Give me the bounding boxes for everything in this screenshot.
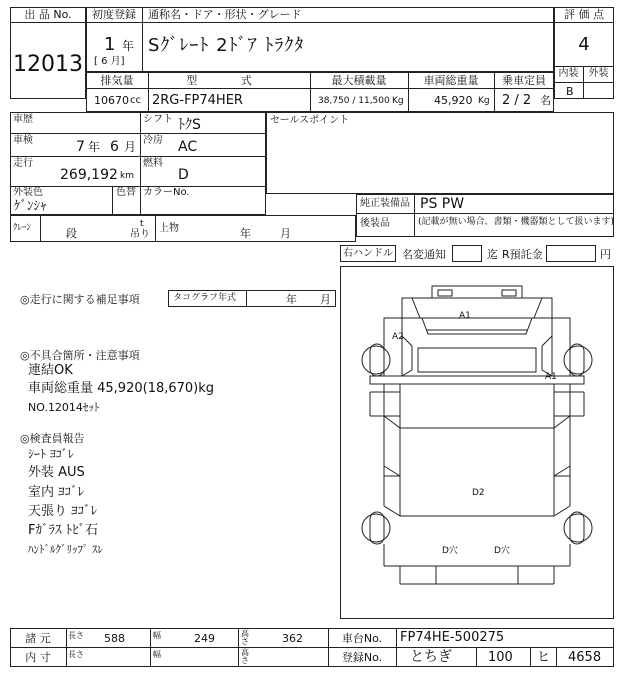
max-load-unit: Kg — [392, 96, 404, 106]
width-label: 幅 — [153, 631, 161, 640]
damage-mark-d2: D2 — [472, 488, 485, 498]
lot-number: 12013 — [13, 52, 83, 77]
gross-weight-value: 45,920 — [434, 94, 473, 107]
deposit-label: 迄 — [487, 248, 498, 261]
dims-label: 諸 元 — [25, 632, 51, 645]
name-change-box — [452, 245, 482, 262]
height-label: 高さ — [241, 629, 249, 646]
inner-dims-label: 内 寸 — [25, 651, 51, 664]
mileage-label: 走行 — [13, 158, 33, 169]
mileage-unit: km — [120, 171, 134, 181]
gross-weight-unit: Kg — [478, 96, 490, 106]
length-value: 588 — [104, 632, 125, 645]
crane-box — [10, 215, 356, 242]
crane-hook-label: 吊り — [130, 229, 150, 240]
lot-label: 出 品 No. — [24, 8, 72, 21]
capacity-unit: 名 — [540, 94, 551, 107]
recycle-label: R預託金 — [502, 248, 543, 261]
inspection-month: 6 — [110, 139, 119, 155]
crane-month-unit: 月 — [280, 227, 291, 240]
crane-year-unit: 年 — [240, 227, 251, 240]
interior-grade: B — [566, 85, 574, 98]
color-code-label: カラーNo. — [143, 187, 190, 198]
rhd-label: 右ハンドル — [343, 248, 393, 259]
first-reg-month: [ 6 月] — [94, 56, 125, 67]
fuel-label: 燃料 — [143, 158, 163, 169]
truck-diagram — [340, 266, 614, 619]
inspector-line-2: 外装 AUS — [28, 465, 85, 480]
damage-mark-a1-right: A1 — [545, 372, 557, 382]
score-label: 評 価 点 — [564, 8, 604, 21]
reg-number: 4658 — [568, 650, 602, 665]
ac-label: 冷房 — [143, 135, 163, 146]
interior-label: 内装 — [558, 68, 579, 79]
color-value: ｹﾞﾝｼｬ — [14, 199, 47, 214]
color-label: 外装色 — [13, 187, 43, 198]
equipment-value: PS PW — [420, 196, 465, 212]
name-change-label: 名変通知 — [402, 248, 446, 261]
inspector-line-5: Fｶﾞﾗｽ ﾄﾋﾞ石 — [28, 523, 99, 538]
recycle-box — [546, 245, 596, 262]
details-left-box — [10, 112, 266, 215]
tachograph-year-unit: 年 — [286, 293, 297, 306]
fuel-value: D — [178, 167, 189, 183]
gross-weight-label: 車両総重量 — [423, 74, 479, 87]
aftermarket-note: (記載が無い場合、書類・機器類として扱います) — [418, 217, 615, 227]
equipment-label: 純正装備品 — [360, 198, 410, 209]
defects-title: ◎不具合箇所・注意事項 — [20, 349, 140, 362]
reg-class: 100 — [488, 650, 513, 665]
length-label: 長さ — [68, 631, 84, 640]
tachograph-month-unit: 月 — [320, 293, 331, 306]
inspection-year-unit: 年 — [88, 140, 101, 154]
first-reg-year: 1 — [104, 34, 116, 55]
displacement-value: 10670 — [94, 94, 129, 107]
color-change-label: 色替 — [116, 187, 136, 198]
inspector-line-3: 室内 ﾖｺﾞﾚ — [28, 485, 85, 500]
inspection-month-unit: 月 — [124, 140, 137, 154]
yen-unit: 円 — [600, 248, 611, 261]
inspector-line-6: ﾊﾝﾄﾞﾙｸﾞﾘｯﾌﾟ ｽﾚ — [28, 543, 103, 556]
inspection-label: 車検 — [13, 135, 33, 146]
damage-mark-d-hole-right: D穴 — [494, 546, 510, 556]
capacity-label: 乗車定員 — [502, 74, 546, 87]
sales-point-label: セールスポイント — [270, 115, 350, 126]
chassis-value: FP74HE-500275 — [400, 630, 505, 645]
inspection-year: 7 — [76, 139, 85, 155]
reg-area: とちぎ — [410, 649, 452, 665]
displacement-unit: cc — [130, 95, 141, 106]
max-load-value: 38,750 / 11,500 — [318, 96, 390, 106]
aftermarket-label: 後装品 — [360, 218, 390, 229]
capacity-value: 2 / 2 — [502, 93, 532, 108]
shift-value: ﾄｸS — [178, 117, 201, 133]
ac-value: AC — [178, 139, 198, 155]
damage-mark-a2: A2 — [392, 332, 404, 342]
supplement-title: ◎走行に関する補足事項 — [20, 293, 140, 306]
defect-line-2: 車両総重量 45,920(18,670)kg — [28, 381, 215, 396]
defect-line-3: NO.12014ｾｯﾄ — [28, 401, 100, 414]
first-reg-label: 初度登録 — [92, 8, 136, 21]
chassis-label: 車台No. — [341, 632, 383, 645]
inspector-line-1: ｼｰﾄ ﾖｺﾞﾚ — [28, 447, 74, 461]
tachograph-label: タコグラフ年式 — [173, 293, 237, 303]
shift-label: シフト — [143, 114, 173, 125]
crane-label: ｸﾚｰﾝ — [13, 223, 32, 233]
inner-length-label: 長さ — [68, 650, 84, 659]
exterior-label: 外装 — [588, 68, 609, 79]
crane-ton-unit: t — [140, 219, 144, 229]
reg-kana: ヒ — [537, 650, 551, 665]
inner-height-label: 高さ — [241, 648, 249, 665]
crane-top-label: 上物 — [159, 223, 179, 234]
score-value: 4 — [578, 34, 590, 55]
height-value: 362 — [282, 632, 303, 645]
history-label: 車歴 — [13, 114, 33, 125]
model-value: 2RG-FP74HER — [152, 93, 243, 108]
mileage-value: 269,192 — [60, 167, 118, 183]
damage-mark-a1-top: A1 — [459, 311, 471, 321]
inspector-line-4: 天張り ﾖｺﾞﾚ — [28, 504, 98, 519]
damage-mark-d-hole-left: D穴 — [442, 546, 458, 556]
inner-width-label: 幅 — [153, 650, 161, 659]
crane-stage-unit: 段 — [66, 227, 77, 240]
inspector-title: ◎検査員報告 — [20, 432, 85, 445]
first-reg-year-unit: 年 — [122, 39, 135, 53]
model-label: 型 式 — [186, 74, 272, 87]
car-name: Sｸﾞﾚｰﾄ 2ﾄﾞｱ ﾄﾗｸﾀ — [148, 35, 305, 56]
width-value: 249 — [194, 632, 215, 645]
defect-line-1: 連結OK — [28, 363, 73, 378]
displacement-label: 排気量 — [100, 74, 134, 87]
max-load-label: 最大積載量 — [331, 74, 387, 87]
name-grade-label: 通称名・ドア・形状・グレード — [148, 8, 302, 21]
reg-label: 登録No. — [341, 651, 383, 664]
